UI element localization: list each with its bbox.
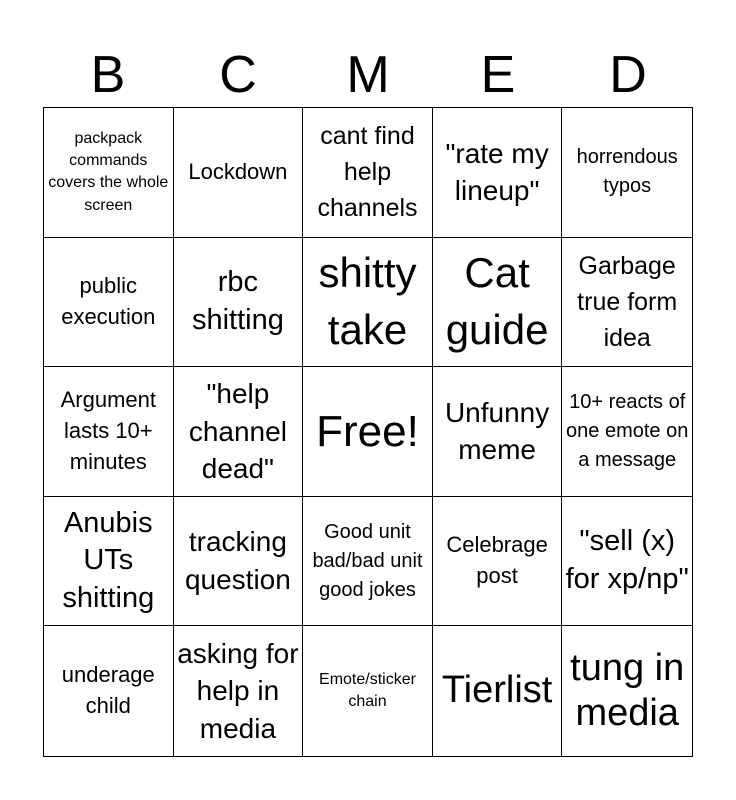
bingo-cell[interactable]: [44, 626, 174, 756]
cell-text: "rate my lineup": [445, 137, 549, 207]
bingo-cell[interactable]: [174, 367, 304, 497]
cell-text: Anubis UTs shitting: [62, 506, 155, 614]
bingo-cell[interactable]: [44, 367, 174, 497]
bingo-cell[interactable]: [433, 626, 563, 756]
cell-text: Cat guide: [445, 249, 549, 353]
bingo-cell[interactable]: [562, 367, 692, 497]
bingo-cell[interactable]: [174, 108, 304, 238]
cell-text: "help channel dead": [188, 377, 287, 485]
bingo-cell[interactable]: [433, 238, 563, 368]
bingo-cell[interactable]: [44, 108, 174, 238]
bingo-cell[interactable]: [44, 238, 174, 368]
bingo-cell[interactable]: [174, 626, 304, 756]
cell-text: Good unit bad/bad unit good jokes: [312, 520, 423, 601]
cell-text: Unfunny meme: [444, 396, 550, 466]
cell-text: asking for help in media: [177, 637, 299, 745]
bingo-cell[interactable]: [303, 626, 433, 756]
bingo-header: [43, 44, 693, 106]
bingo-cell[interactable]: [562, 108, 692, 238]
cell-text: rbc shitting: [191, 266, 284, 336]
bingo-cell[interactable]: [433, 367, 563, 497]
cell-text: tracking question: [184, 526, 291, 596]
cell-text: Lockdown: [188, 158, 288, 184]
cell-text: Emote/sticker chain: [319, 670, 416, 711]
bingo-cell[interactable]: [562, 238, 692, 368]
bingo-cell[interactable]: [562, 626, 692, 756]
cell-text: Free!: [316, 406, 419, 456]
cell-text: tung in media: [570, 646, 685, 735]
header-letter-d: D: [609, 46, 647, 104]
bingo-cell[interactable]: [174, 238, 304, 368]
bingo-board: [43, 107, 693, 757]
cell-text: underage child: [61, 662, 155, 719]
cell-text: Argument lasts 10+ minutes: [60, 387, 156, 474]
cell-text: packpack commands covers the whole screen: [48, 129, 169, 214]
bingo-cell[interactable]: [174, 497, 304, 627]
bingo-cell[interactable]: [433, 497, 563, 627]
bingo-cell[interactable]: [303, 497, 433, 627]
bingo-cell[interactable]: [562, 497, 692, 627]
cell-text: "sell (x) for xp/np": [565, 525, 689, 596]
cell-text: shitty take: [318, 249, 417, 353]
cell-text: Celebrage post: [446, 532, 548, 589]
header-letter-c: C: [219, 46, 257, 104]
cell-text: Garbage true form idea: [577, 251, 678, 353]
header-letter-m: M: [346, 46, 390, 104]
bingo-cell[interactable]: [433, 108, 563, 238]
cell-text: Tierlist: [441, 669, 553, 712]
bingo-cell[interactable]: [44, 497, 174, 627]
cell-text: 10+ reacts of one emote on a message: [566, 390, 689, 471]
free-space[interactable]: [303, 367, 433, 497]
cell-text: cant find help channels: [317, 121, 418, 223]
bingo-cell[interactable]: [303, 238, 433, 368]
cell-text: horrendous typos: [576, 146, 678, 198]
cell-text: public execution: [61, 273, 156, 329]
header-letter-b: B: [90, 46, 126, 104]
header-letter-e: E: [480, 46, 516, 104]
bingo-cell[interactable]: [303, 108, 433, 238]
